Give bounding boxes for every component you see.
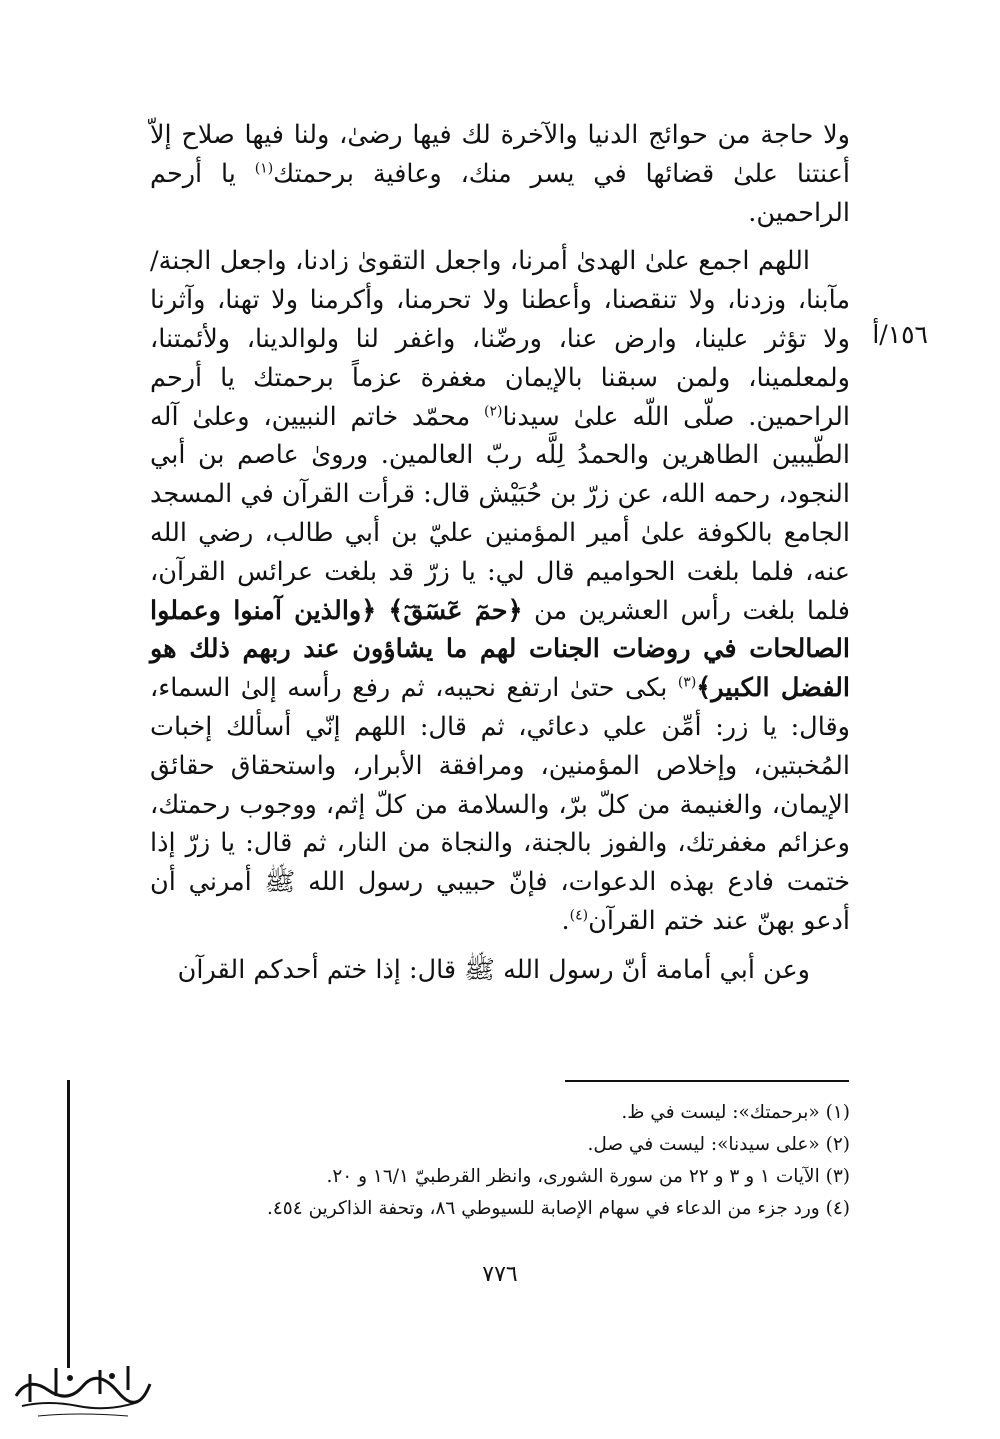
text-segment: .	[561, 905, 570, 936]
footnote-ref-1: (١)	[254, 160, 274, 177]
text-segment: ولا حاجة من حوائج الدنيا والآخرة لك فيها رضىٰ، ولنا فيها صلاح إلاّ أعنتنا علىٰ قضائها في يسر منك، وعافية برحمتك	[150, 120, 850, 189]
footnote-3: (٣) الآيات ١ و ٣ و ٢٢ من سورة الشورى، وانظر القرطبيّ ١٦/١ و ٢٠.	[326, 1166, 850, 1187]
paragraph-1	[150, 116, 850, 232]
footnote-ref-3: (٣)	[677, 674, 697, 691]
footnote-ref-4: (٤)	[569, 907, 589, 924]
page-number: ٧٧٦	[482, 1262, 518, 1287]
text-segment: اللهم اجمع علىٰ الهدىٰ أمرنا، واجعل التقوىٰ زادنا، واجعل الجنة/مآبنا، وزدنا، ولا تنقصنا، وأعطنا ولا تحرمنا، وأكرمنا ولا تهنا، وآثرنا ولا تؤثر علينا، وارض عنا، ورضّنا، واغفر لنا ولوالدينا، ولأئمتنا، ولمعلمينا، ولمن سبقنا بالإيمان مغفرة عزماً برحمتك يا أرحم الراحمين. صلّى اللّه علىٰ سيدنا	[150, 246, 850, 432]
text-segment: وعن أبي أمامة أنّ رسول الله ﷺ قال: إذا ختم أحدكم القرآن	[177, 954, 810, 985]
footnote-4: (٤) ورد جزء من الدعاء في سهام الإصابة للسيوطي ٨٦، وتحفة الذاكرين ٤٥٤.	[266, 1198, 850, 1219]
footnote-separator	[565, 1080, 849, 1082]
library-seal-logo	[8, 1356, 158, 1426]
footnote-1: (١) «برحمتك»: ليست في ظ.	[621, 1102, 850, 1123]
main-text	[150, 116, 850, 990]
text-segment: محمّد خاتم النبيين، وعلىٰ آله الطّيبين الطاهرين والحمدُ لِلَّه ربّ العالمين. وروىٰ عاصم بن أبي النجود، رحمه الله، عن زرّ بن حُبَيْش قال: قرأت القرآن في المسجد الجامع بالكوفة علىٰ أمير المؤمنين عليّ بن أبي طالب، رضي الله عنه، فلما بلغت الحواميم قال لي: يا زرّ قد بلغت عرائس القرآن، فلما بلغت رأس العشرين من	[150, 401, 850, 626]
footnote-2: (٢) «على سيدنا»: ليست في صل.	[587, 1134, 850, 1155]
footnote-ref-2: (٢)	[483, 403, 503, 420]
paragraph-2	[150, 242, 850, 940]
text-segment: يا أرحم الراحمين.	[150, 158, 850, 228]
text-segment: بكى حتىٰ ارتفع نحيبه، ثم رفع رأسه إلىٰ السماء، وقال: يا زر: أمِّن علي دعائي، ثم قال: اللهم إنّي أسألك إخبات المُخبتين، وإخلاص المؤمنين، ومرافقة الأبرار، واستحقاق حقائق الإيمان، والغنيمة من كلّ برّ، والسلامة من كلّ إثم، ووجوب رحمتك، وعزائم مغفرتك، والفوز بالجنة، والنجاة من النار، ثم قال: يا زرّ إذا ختمت فادع بهذه الدعوات، فإنّ حبيبي رسول الله ﷺ أمرني أن أدعو بهنّ عند ختم القرآن	[150, 673, 850, 936]
quran-verse: ﴿حمٓ عٓسٓقٓ﴾ ﴿والذين آمنوا وعملوا الصالحات في روضات الجنات لهم ما يشاؤون عند ربهم ذلك هو الفضل الكبير﴾	[150, 595, 850, 704]
margin-rule	[67, 1080, 70, 1368]
footnotes	[150, 1097, 850, 1225]
margin-folio-reference: ١٥٦/أ	[872, 320, 928, 349]
paragraph-3	[150, 951, 850, 990]
